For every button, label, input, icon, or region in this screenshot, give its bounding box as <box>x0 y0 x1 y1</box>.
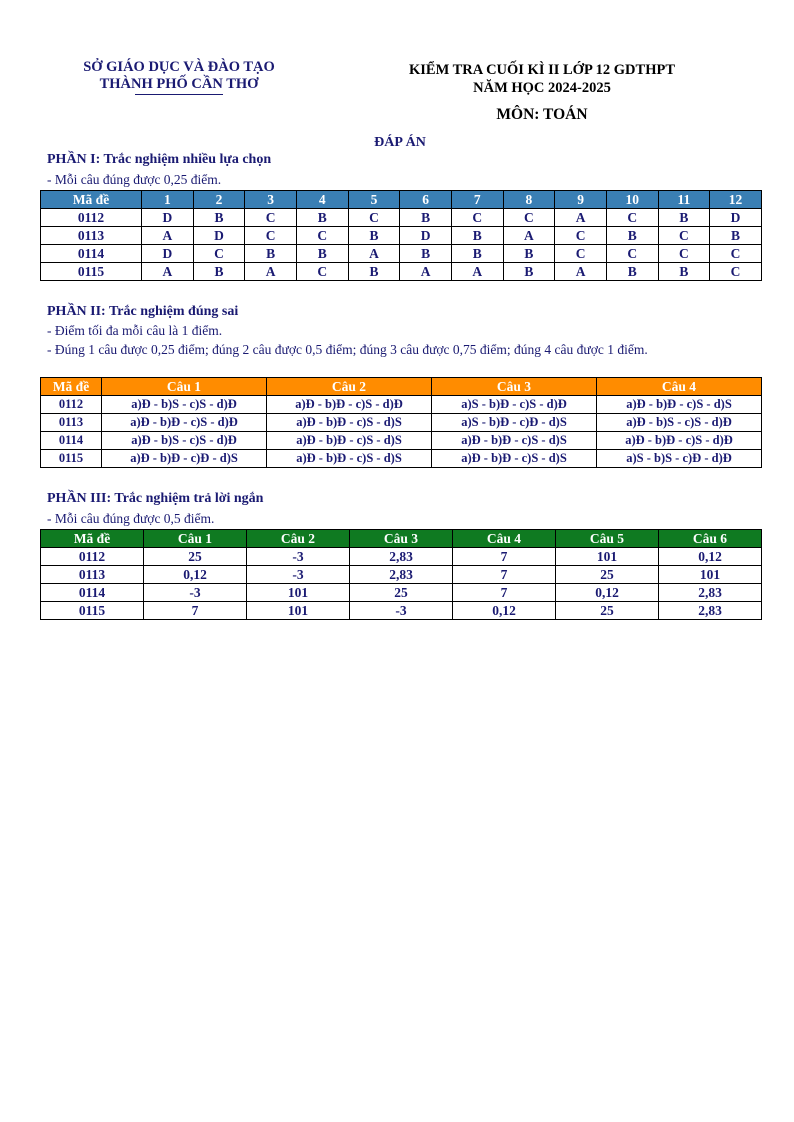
answer-cell: C <box>503 209 555 227</box>
answer-cell: B <box>296 245 348 263</box>
answer-cell: 101 <box>659 566 762 584</box>
answer-cell: B <box>451 245 503 263</box>
answer-cell: B <box>451 227 503 245</box>
answer-cell: A <box>451 263 503 281</box>
part3-header-cell: Câu 6 <box>659 530 762 548</box>
answer-cell: B <box>193 263 245 281</box>
part2-note-max: - Điểm tối đa mỗi câu là 1 điểm. <box>47 323 223 338</box>
exam-header <box>368 61 716 97</box>
part3-header-row <box>41 530 762 548</box>
exam-code-cell: 0115 <box>41 450 102 468</box>
answer-cell: C <box>555 245 607 263</box>
answer-cell: C <box>296 227 348 245</box>
answer-cell: A <box>400 263 452 281</box>
part1-header-cell: 6 <box>400 191 452 209</box>
answer-cell: B <box>400 209 452 227</box>
exam-code-cell: 0112 <box>41 396 102 414</box>
table-row <box>41 396 762 414</box>
part2-header-cell: Mã đề <box>41 378 102 396</box>
part3-body <box>41 548 762 620</box>
exam-code-cell: 0114 <box>41 432 102 450</box>
answer-cell: B <box>348 227 400 245</box>
answer-cell: a)Đ - b)Đ - c)S - d)S <box>267 414 432 432</box>
answer-cell: 0,12 <box>556 584 659 602</box>
answer-cell: 25 <box>144 548 247 566</box>
answer-cell: -3 <box>144 584 247 602</box>
answer-cell: A <box>555 209 607 227</box>
answer-cell: B <box>658 263 710 281</box>
answer-cell: D <box>193 227 245 245</box>
answer-cell: 2,83 <box>350 566 453 584</box>
answer-cell: a)Đ - b)Đ - c)S - d)S <box>267 432 432 450</box>
part2-header-cell: Câu 4 <box>597 378 762 396</box>
subject-title: MÔN: TOÁN <box>496 106 588 123</box>
part3-note: - Mỗi câu đúng được 0,5 điểm. <box>47 511 215 526</box>
part1-table <box>40 190 762 281</box>
answer-cell: 7 <box>453 566 556 584</box>
answer-cell: B <box>503 245 555 263</box>
answer-cell: 2,83 <box>350 548 453 566</box>
part3-header-cell: Câu 3 <box>350 530 453 548</box>
answer-cell: 101 <box>247 602 350 620</box>
exam-code-cell: 0112 <box>41 548 144 566</box>
city-underline <box>135 94 224 95</box>
answer-cell: 25 <box>556 602 659 620</box>
answer-cell: B <box>296 209 348 227</box>
part2-title: PHẦN II: Trắc nghiệm đúng sai <box>47 304 239 319</box>
answer-cell: A <box>555 263 607 281</box>
answer-cell: -3 <box>350 602 453 620</box>
answer-cell: B <box>245 245 297 263</box>
answer-cell: 2,83 <box>659 584 762 602</box>
answer-cell: a)Đ - b)Đ - c)S - d)Đ <box>102 414 267 432</box>
answer-cell: C <box>348 209 400 227</box>
exam-title: KIỂM TRA CUỐI KÌ II LỚP 12 GDTHPT <box>408 62 675 78</box>
answer-cell: 7 <box>144 602 247 620</box>
answer-cell: a)S - b)S - c)Đ - d)Đ <box>597 450 762 468</box>
answer-cell: a)Đ - b)Đ - c)S - d)Đ <box>597 432 762 450</box>
city-name-wrapper <box>100 76 259 93</box>
part3-table <box>40 529 762 620</box>
table-row <box>41 548 762 566</box>
department-header <box>60 59 298 93</box>
answer-cell: B <box>606 227 658 245</box>
answer-cell: C <box>710 245 762 263</box>
answer-cell: 2,83 <box>659 602 762 620</box>
answer-cell: -3 <box>247 566 350 584</box>
answer-cell: 0,12 <box>659 548 762 566</box>
answer-cell: C <box>193 245 245 263</box>
part3-header-cell: Mã đề <box>41 530 144 548</box>
answer-cell: a)Đ - b)Đ - c)S - d)S <box>597 396 762 414</box>
answer-cell: 25 <box>350 584 453 602</box>
answer-cell: C <box>245 209 297 227</box>
answer-cell: D <box>400 227 452 245</box>
answer-key-title: ĐÁP ÁN <box>374 135 426 150</box>
answer-cell: a)Đ - b)Đ - c)S - d)Đ <box>267 396 432 414</box>
table-row <box>41 227 762 245</box>
part1-note: - Mỗi câu đúng được 0,25 điểm. <box>47 172 222 187</box>
answer-cell: C <box>296 263 348 281</box>
part1-header-cell: 5 <box>348 191 400 209</box>
part1-header-cell: 7 <box>451 191 503 209</box>
exam-code-cell: 0114 <box>41 245 142 263</box>
answer-cell: B <box>710 227 762 245</box>
part2-note-scoring: - Đúng 1 câu được 0,25 điểm; đúng 2 câu được 0,5 điểm; đúng 3 câu được 0,75 điểm; đúng 4 câu được 1 điểm. <box>47 342 648 357</box>
answer-cell: 25 <box>556 566 659 584</box>
answer-cell: C <box>606 209 658 227</box>
answer-cell: 7 <box>453 548 556 566</box>
exam-code-cell: 0113 <box>41 227 142 245</box>
table-row <box>41 209 762 227</box>
answer-cell: a)Đ - b)Đ - c)S - d)S <box>432 432 597 450</box>
table-row <box>41 263 762 281</box>
answer-cell: a)Đ - b)Đ - c)S - d)S <box>267 450 432 468</box>
answer-cell: a)Đ - b)S - c)S - d)Đ <box>102 396 267 414</box>
part1-header-cell: 11 <box>658 191 710 209</box>
answer-cell: 101 <box>556 548 659 566</box>
part2-table <box>40 377 762 468</box>
exam-code-cell: 0113 <box>41 414 102 432</box>
answer-cell: a)S - b)Đ - c)S - d)Đ <box>432 396 597 414</box>
answer-cell: a)Đ - b)Đ - c)S - d)S <box>432 450 597 468</box>
answer-cell: C <box>606 245 658 263</box>
part3-title: PHẦN III: Trắc nghiệm trả lời ngắn <box>47 491 264 506</box>
part1-header-cell: 2 <box>193 191 245 209</box>
part3-header-cell: Câu 2 <box>247 530 350 548</box>
part1-header-cell: 12 <box>710 191 762 209</box>
part2-header-row <box>41 378 762 396</box>
part1-header-row <box>41 191 762 209</box>
part2-header-cell: Câu 1 <box>102 378 267 396</box>
table-row <box>41 414 762 432</box>
answer-cell: B <box>606 263 658 281</box>
part1-header-cell: 9 <box>555 191 607 209</box>
answer-cell: C <box>658 227 710 245</box>
answer-cell: A <box>142 263 194 281</box>
answer-cell: C <box>555 227 607 245</box>
part3-header-cell: Câu 5 <box>556 530 659 548</box>
exam-code-cell: 0115 <box>41 602 144 620</box>
answer-cell: B <box>348 263 400 281</box>
table-row <box>41 602 762 620</box>
answer-cell: D <box>710 209 762 227</box>
part1-header-cell: 1 <box>142 191 194 209</box>
part1-body <box>41 209 762 281</box>
exam-code-cell: 0114 <box>41 584 144 602</box>
school-year: NĂM HỌC 2024-2025 <box>473 80 611 96</box>
answer-cell: 101 <box>247 584 350 602</box>
answer-cell: B <box>658 209 710 227</box>
table-row <box>41 566 762 584</box>
answer-cell: D <box>142 209 194 227</box>
answer-cell: a)Đ - b)S - c)S - d)Đ <box>597 414 762 432</box>
answer-cell: A <box>142 227 194 245</box>
part1-header-cell: Mã đề <box>41 191 142 209</box>
part2-header-cell: Câu 2 <box>267 378 432 396</box>
part1-header-cell: 8 <box>503 191 555 209</box>
answer-cell: 0,12 <box>453 602 556 620</box>
part3-header-cell: Câu 4 <box>453 530 556 548</box>
answer-cell: a)Đ - b)Đ - c)Đ - d)S <box>102 450 267 468</box>
answer-cell: C <box>658 245 710 263</box>
part1-header-cell: 3 <box>245 191 297 209</box>
answer-cell: a)S - b)Đ - c)Đ - d)S <box>432 414 597 432</box>
part1-header-cell: 4 <box>296 191 348 209</box>
exam-code-cell: 0112 <box>41 209 142 227</box>
part2-body <box>41 396 762 468</box>
department-name: SỞ GIÁO DỤC VÀ ĐÀO TẠO <box>83 59 275 75</box>
table-row <box>41 432 762 450</box>
answer-cell: A <box>503 227 555 245</box>
table-row <box>41 584 762 602</box>
answer-cell: C <box>451 209 503 227</box>
table-row <box>41 450 762 468</box>
city-name: THÀNH PHỐ CẦN THƠ <box>99 76 259 92</box>
exam-code-cell: 0115 <box>41 263 142 281</box>
answer-cell: -3 <box>247 548 350 566</box>
table-row <box>41 245 762 263</box>
part3-header-cell: Câu 1 <box>144 530 247 548</box>
answer-cell: A <box>245 263 297 281</box>
answer-cell: a)Đ - b)S - c)S - d)Đ <box>102 432 267 450</box>
answer-cell: B <box>503 263 555 281</box>
part2-header-cell: Câu 3 <box>432 378 597 396</box>
part1-title: PHẦN I: Trắc nghiệm nhiều lựa chọn <box>47 152 272 167</box>
answer-cell: 7 <box>453 584 556 602</box>
answer-cell: A <box>348 245 400 263</box>
answer-cell: B <box>193 209 245 227</box>
answer-cell: C <box>710 263 762 281</box>
answer-cell: 0,12 <box>144 566 247 584</box>
part1-header-cell: 10 <box>606 191 658 209</box>
answer-cell: D <box>142 245 194 263</box>
exam-code-cell: 0113 <box>41 566 144 584</box>
answer-cell: C <box>245 227 297 245</box>
answer-cell: B <box>400 245 452 263</box>
